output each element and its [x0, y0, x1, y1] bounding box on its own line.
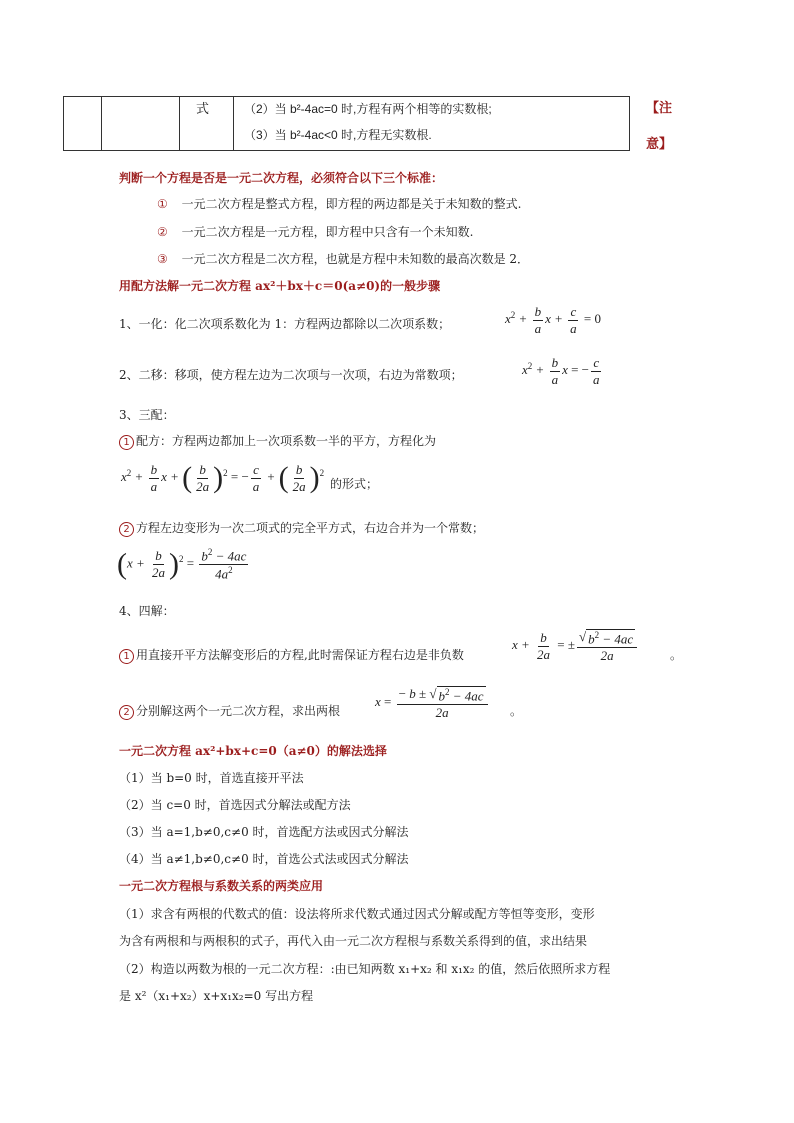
table-divider	[233, 97, 234, 150]
formula-step3: $x^2$ + $\frac{b}{a}$ x + ( $\frac{b}{2a}$ )$^2$ = − $\frac{c}{a}$ + ( $\frac{b}{2a}$ )$^2$	[121, 461, 325, 495]
step-4-2-end: 。	[510, 704, 523, 718]
side-note-bottom: 意】	[646, 137, 673, 152]
step-3-1-tail: 的形式；	[330, 477, 379, 491]
criteria-mark: ①	[157, 197, 168, 211]
methods-heading: 一元二次方程 ax²+bx+c=0（a≠0）的解法选择	[119, 744, 387, 758]
step-1: 1、一化：化二次项系数化为 1：方程两边都除以二次项系数；	[119, 317, 451, 331]
step-4-1	[119, 649, 464, 664]
step-4: 4、四解：	[119, 604, 175, 618]
method-item: （3）当 a=1,b≠0,c≠0 时，首选配方法或因式分解法	[119, 825, 409, 839]
table-row-no-roots: （3）当 b²-4ac<0 时,方程无实数根.	[244, 128, 432, 142]
circled-two-icon: 2	[119, 705, 134, 720]
method-item: （2）当 c=0 时，首选因式分解法或配方法	[119, 798, 351, 812]
step-4-1-end: 。	[670, 648, 683, 662]
vieta-heading: 一元二次方程根与系数关系的两类应用	[119, 879, 324, 893]
criteria-mark: ②	[157, 225, 168, 239]
formula-perfect-square: (x + $\frac{b}{2a}$ )$^2$ = $\frac{b^2 - 4ac}{4a^2}$	[117, 547, 247, 582]
vieta-paragraph-1b: 为含有两根和与两根积的式子，再代入由一元二次方程根与系数关系得到的值，求出结果	[119, 934, 588, 948]
vieta-paragraph-2b: 是 x²（x₁+x₂）x+x₁x₂=0 写出方程	[119, 989, 314, 1003]
method-item: （1）当 b=0 时，首选直接开平法	[119, 771, 304, 785]
circled-two-icon: 2	[119, 522, 134, 537]
table-cell-label: 式	[196, 102, 210, 117]
criteria-mark: ③	[157, 252, 168, 266]
table-divider	[179, 97, 180, 150]
table-divider	[101, 97, 102, 150]
criteria-text: 一元二次方程是一元方程，即方程中只含有一个未知数.	[181, 225, 474, 239]
criteria-item	[157, 198, 521, 210]
formula-step1: $x^2$ + $\frac{b}{a}$ x + $\frac{c}{a}$ = 0	[505, 304, 601, 336]
step-3-2	[119, 522, 484, 537]
step-4-2-text: 分别解这两个一元二次方程，求出两根	[136, 704, 341, 718]
method-item: （4）当 a≠1,b≠0,c≠0 时，首选公式法或因式分解法	[119, 852, 409, 866]
circled-one-icon: 1	[119, 435, 134, 450]
step-3: 3、三配：	[119, 408, 175, 422]
criteria-heading: 判断一个方程是否是一元二次方程，必须符合以下三个标准：	[119, 171, 444, 185]
completing-heading: 用配方法解一元二次方程 ax²＋bx＋c＝0(a≠0)的一般步骤	[119, 279, 441, 293]
step-3-1	[119, 435, 436, 450]
side-note-top: 【注	[646, 101, 673, 116]
criteria-item	[157, 226, 473, 238]
criteria-text: 一元二次方程是整式方程，即方程的两边都是关于未知数的整式.	[181, 197, 522, 211]
step-4-1-text: 用直接开平方法解变形后的方程,此时需保证方程右边是非负数	[136, 648, 464, 662]
formula-quadratic: x = − b ± √ $b^2 - 4ac$ 2a	[375, 686, 490, 721]
criteria-item	[157, 253, 529, 265]
step-3-1-text: 配方：方程两边都加上一次项系数一半的平方，方程化为	[136, 434, 437, 448]
step-4-2	[119, 705, 340, 720]
vieta-paragraph-2a: （2）构造以两数为根的一元二次方程：:由已知两数 x₁+x₂ 和 x₁x₂ 的值，然后依照所求方程	[119, 962, 611, 976]
table-row-equal-roots: （2）当 b²-4ac=0 时,方程有两个相等的实数根;	[244, 102, 492, 116]
step-2: 2、二移：移项，使方程左边为二次项与一次项，右边为常数项；	[119, 368, 463, 382]
criteria-text: 一元二次方程是二次方程，也就是方程中未知数的最高次数是 2．	[181, 252, 530, 266]
step-3-2-text: 方程左边变形为一次二项式的完全平方式，右边合并为一个常数；	[136, 521, 485, 535]
vieta-paragraph-1a: （1）求含有两根的代数式的值：设法将所求代数式通过因式分解或配方等恒等变形，变形	[119, 907, 595, 921]
circled-one-icon: 1	[119, 649, 134, 664]
formula-step4-1: x + $\frac{b}{2a}$ = ± √ $b^2 - 4ac$ 2a	[512, 629, 639, 664]
conditions-table	[63, 96, 630, 151]
formula-step2: $x^2$ + $\frac{b}{a}$ x = − $\frac{c}{a}$	[522, 355, 600, 387]
